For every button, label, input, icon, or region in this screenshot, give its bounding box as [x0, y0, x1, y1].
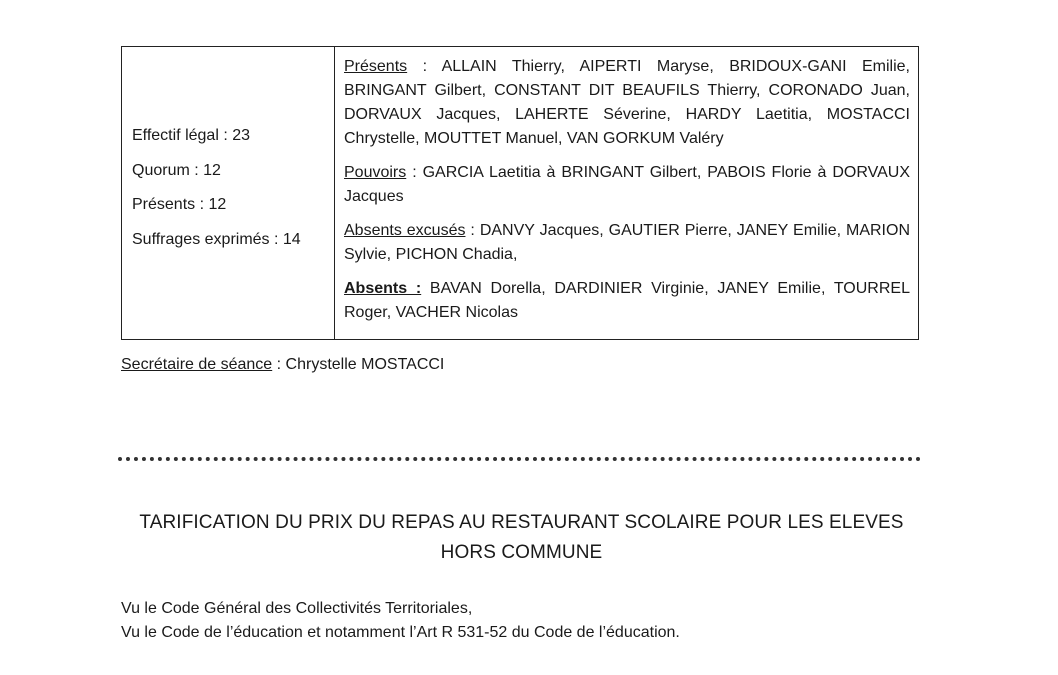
presents-label: Présents — [344, 58, 408, 75]
section-title-line-1: TARIFICATION DU PRIX DU REPAS AU RESTAURANT SCOLAIRE POUR LES ELEVES — [139, 512, 904, 533]
secretary-name: : Chrystelle MOSTACCI — [272, 356, 445, 373]
members-column — [335, 47, 918, 339]
body-line-1: Vu le Code Général des Collectivités Territoriales, — [121, 600, 473, 617]
stats-column — [122, 47, 335, 339]
section-title — [100, 508, 943, 568]
attendance-table — [121, 46, 919, 340]
absents-label: Absents : — [344, 280, 422, 297]
section-title-line-2: HORS COMMUNE — [440, 542, 603, 563]
pouvoirs-label: Pouvoirs — [344, 164, 407, 181]
quorum: Quorum : 12 — [132, 161, 221, 179]
effectif-legal: Effectif légal : 23 — [132, 127, 250, 144]
absents-paragraph — [344, 277, 910, 325]
dotted-divider — [118, 457, 921, 461]
secretaire-de-seance — [121, 356, 444, 374]
pouvoirs-paragraph — [344, 161, 910, 209]
presents-list: : ALLAIN Thierry, AIPERTI Maryse, BRIDOUX-GANI Emilie, BRINGANT Gilbert, CONSTANT DIT BEAUFILS Thierry, CORONADO Juan, DORVAUX Jacques, LAHERTE Séverine, HARDY Laetitia, MOSTACCI Chrystelle, MOUTTET Manuel, VAN GORKUM Valéry — [344, 58, 910, 147]
pouvoirs-list: : GARCIA Laetitia à BRINGANT Gilbert, PABOIS Florie à DORVAUX Jacques — [344, 164, 910, 205]
presents-count: Présents : 12 — [132, 196, 227, 213]
absents-list: BAVAN Dorella, DARDINIER Virginie, JANEY Emilie, TOURREL Roger, VACHER Nicolas — [344, 280, 910, 321]
absents-excuses-label: Absents excusés — [344, 222, 466, 239]
body-text — [121, 597, 680, 645]
body-line-2: Vu le Code de l’éducation et notamment l’Art R 531-52 du Code de l’éducation. — [121, 624, 680, 641]
absents-excuses-paragraph — [344, 219, 910, 267]
presents-paragraph — [344, 55, 910, 151]
secretary-label: Secrétaire de séance — [121, 356, 273, 373]
suffrages-exprimes: Suffrages exprimés : 14 — [132, 230, 301, 248]
absents-excuses-list: : DANVY Jacques, GAUTIER Pierre, JANEY Emilie, MARION Sylvie, PICHON Chadia, — [344, 222, 910, 263]
